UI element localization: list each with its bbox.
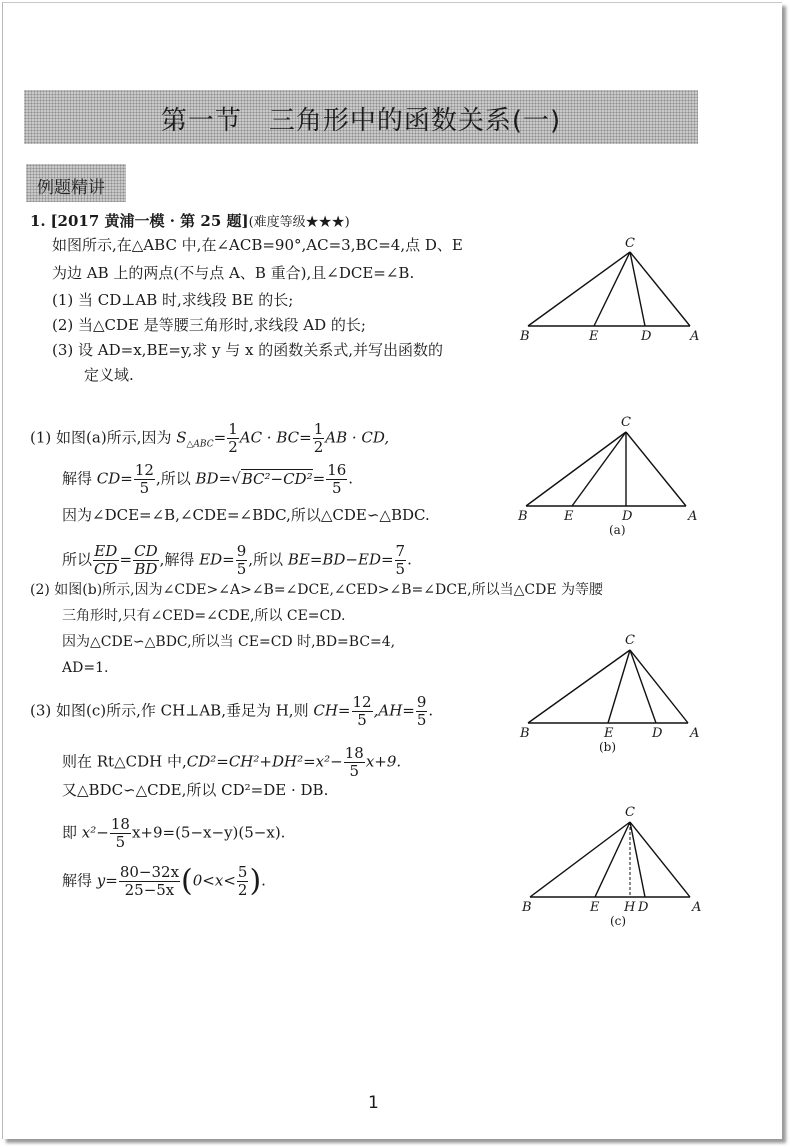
- figure-b: [510, 628, 710, 758]
- num: 9: [236, 542, 247, 560]
- solution-2-line1: [30, 580, 603, 600]
- point-label-c: C: [621, 415, 631, 430]
- segment-ca: [630, 650, 688, 723]
- num: 18: [344, 744, 364, 762]
- num: 9: [416, 693, 427, 711]
- figure-caption: (c): [610, 914, 627, 928]
- den: 5: [139, 479, 150, 497]
- figure-main: [510, 228, 710, 348]
- math-ah: ,AH=: [373, 701, 415, 720]
- figure-a: [510, 410, 710, 540]
- solution-3-line5: [62, 864, 266, 899]
- math-cd: CD=: [96, 469, 133, 488]
- fraction-coef: [110, 816, 131, 851]
- figure-c: [510, 800, 710, 935]
- point-label-d: D: [638, 900, 649, 915]
- fraction-half: [227, 421, 239, 456]
- fraction-coef: [344, 745, 365, 780]
- point-label-a: A: [688, 509, 698, 524]
- point-label-b: B: [520, 329, 530, 344]
- num: 80−32x: [119, 863, 180, 881]
- fraction-y: [119, 864, 180, 899]
- point-label-c: C: [625, 805, 635, 820]
- point-label-c: C: [625, 633, 635, 648]
- point-label-b: B: [520, 726, 530, 741]
- text: 解得: [62, 871, 93, 890]
- solution-3-line1: [30, 694, 433, 729]
- point-label-h: H: [624, 900, 636, 915]
- math-domain: 0<x<: [192, 871, 236, 890]
- text: 如图(b)所示,因为∠CDE>∠A>∠B=∠DCE,∠CED>∠B=∠DCE,所以当△CDE 为等腰: [54, 582, 603, 598]
- fraction-ah: [416, 694, 428, 729]
- den: 2: [228, 438, 238, 456]
- math-be: BE=BD−ED=: [287, 550, 394, 569]
- point-label-a: A: [690, 329, 700, 344]
- segment-cd: [630, 650, 656, 723]
- math-ab-cd: AB · CD,: [325, 428, 390, 447]
- fraction-cd-bd: [133, 543, 159, 578]
- num: 16: [327, 461, 347, 479]
- question-3-line1: (3) 设 AD=x,BE=y,求 y 与 x 的函数关系式,并写出函数的: [52, 341, 444, 359]
- num: 12: [134, 461, 154, 479]
- math-ac-bc: AC · BC=: [239, 428, 312, 447]
- question-1: (1) 当 CD⊥AB 时,求线段 BE 的长;: [52, 291, 294, 309]
- text: 如图(a)所示,因为: [56, 428, 172, 447]
- solution-3-line4: [62, 816, 285, 851]
- segment-ce: [595, 822, 630, 897]
- question-3-line2: 定义域.: [84, 366, 134, 384]
- den: 5: [115, 833, 126, 851]
- fraction-ch: [352, 694, 373, 729]
- text: ,所以: [248, 550, 284, 569]
- fraction-be: [395, 543, 407, 578]
- solution-1-label: (1): [30, 428, 52, 447]
- fraction-half: [313, 421, 325, 456]
- den: 2: [237, 881, 248, 899]
- num: 18: [110, 815, 130, 833]
- den: 5: [416, 711, 427, 729]
- problem-difficulty: (难度等级★★★): [248, 215, 350, 230]
- fraction-domain: [237, 864, 249, 899]
- math-x2: x²−: [81, 823, 109, 842]
- solution-2-line2: 三角形时,只有∠CED=∠CDE,所以 CE=CD.: [62, 608, 346, 624]
- segment-ce: [594, 252, 630, 326]
- den: 5: [331, 479, 342, 497]
- question-2: (2) 当△CDE 是等腰三角形时,求线段 AD 的长;: [52, 316, 366, 334]
- problem-source: [2017 黄浦一模 · 第 25 题]: [50, 212, 249, 230]
- text: 则在 Rt△CDH 中,: [62, 752, 187, 771]
- figure-caption: (b): [599, 740, 617, 754]
- section-banner: [24, 90, 698, 144]
- solution-1-line1: (1) 如图(a)所示,因为 $S_{\triangle ABC}=$ $\frac{1}{2}$ AC · BC= $\frac{1}{2}$ AB · CD,: [30, 420, 390, 456]
- solution-2-line3: 因为△CDE∽△BDC,所以当 CE=CD 时,BD=BC=4,: [62, 634, 396, 650]
- solution-3-line3: 又△BDC∽△CDE,所以 CD²=DE · DB.: [62, 781, 329, 799]
- solution-2-label: (2): [30, 582, 50, 598]
- segment-bc: [528, 650, 630, 723]
- fraction-bd: [326, 462, 347, 497]
- problem-header: [30, 211, 350, 233]
- segment-ce: [572, 432, 626, 506]
- solution-3-line2: [62, 745, 401, 780]
- point-label-d: D: [652, 726, 663, 741]
- num: 1: [228, 420, 238, 438]
- segment-bc: [528, 252, 630, 326]
- text: ,解得: [159, 550, 195, 569]
- segment-ce: [608, 650, 630, 723]
- point-label-e: E: [590, 900, 600, 915]
- solution-1-line3: 因为∠DCE=∠B,∠CDE=∠BDC,所以△CDE∽△BDC.: [62, 506, 430, 524]
- segment-bc: [526, 432, 626, 506]
- den: 5: [395, 560, 406, 578]
- solution-2-line4: AD=1.: [62, 660, 109, 676]
- solution-1-line4: 所以 $\frac{ED}{CD}$ = $\frac{CD}{BD}$ ,解得 ED= $\frac{9}{5}$ ,所以 BE=BD−ED= $\frac{7}{5}$ .: [62, 542, 412, 578]
- text: 即: [62, 823, 78, 842]
- text: x+9=(5−x−y)(5−x).: [131, 823, 286, 842]
- point-label-e: E: [564, 509, 574, 524]
- section-title: 第一节 三角形中的函数关系(一): [160, 106, 562, 136]
- den: 5: [349, 762, 360, 780]
- paren: ): [249, 863, 262, 899]
- num: 5: [237, 863, 248, 881]
- point-label-e: E: [589, 329, 599, 344]
- section-tag-label: 例题精讲: [37, 178, 105, 198]
- problem-stem-2: 为边 AB 上的两点(不与点 A、B 重合),且∠DCE=∠B.: [52, 264, 415, 282]
- text: 解得: [62, 469, 93, 488]
- math-s: S: [176, 428, 187, 447]
- point-label-b: B: [518, 509, 528, 524]
- math-s-sub: △ABC: [186, 439, 214, 450]
- page-number: 1: [368, 1093, 379, 1113]
- fraction-cd: [134, 462, 155, 497]
- point-label-a: A: [690, 726, 700, 741]
- segment-cd: [630, 252, 645, 326]
- fraction-ed: [236, 543, 248, 578]
- text: 如图(c)所示,作 CH⊥AB,垂足为 H,则: [56, 701, 309, 720]
- num: CD: [134, 542, 158, 560]
- den: 5: [357, 711, 367, 729]
- num: 7: [395, 542, 406, 560]
- text: ,所以: [155, 469, 191, 488]
- text: .: [428, 701, 434, 720]
- fraction-ed-cd: [93, 543, 119, 578]
- section-tag: [26, 164, 126, 202]
- num: ED: [94, 542, 118, 560]
- den: CD: [94, 560, 118, 578]
- math-ch: CH=: [313, 701, 351, 720]
- segment-ca: [626, 432, 686, 506]
- math-ed: ED=: [199, 550, 235, 569]
- num: 12: [352, 693, 372, 711]
- math-bd: BD=: [195, 469, 232, 488]
- point-label-e: E: [604, 726, 614, 741]
- problem-number: 1.: [30, 212, 46, 230]
- den: 2: [313, 438, 324, 456]
- segment-cd: [630, 822, 645, 897]
- point-label-d: D: [641, 329, 652, 344]
- math-cd2: CD²=CH²+DH²=x²−: [186, 752, 343, 771]
- point-label-c: C: [625, 236, 635, 251]
- figure-caption: (a): [609, 523, 626, 537]
- math-cd2-tail: x+9.: [365, 752, 402, 771]
- den: 5: [236, 560, 247, 578]
- den: BD: [134, 560, 158, 578]
- text: .: [348, 469, 354, 488]
- point-label-d: D: [622, 509, 633, 524]
- text: .: [261, 871, 266, 890]
- solution-3-label: (3): [30, 701, 52, 720]
- problem-stem-1: 如图所示,在△ABC 中,在∠ACB=90°,AC=3,BC=4,点 D、E: [52, 236, 463, 254]
- segment-bc: [530, 822, 630, 897]
- point-label-b: B: [522, 900, 532, 915]
- segment-ca: [630, 252, 690, 326]
- math-y: y=: [96, 871, 118, 890]
- math-sqrt: BC²−CD²: [241, 469, 313, 488]
- point-label-a: A: [692, 900, 702, 915]
- segment-ca: [630, 822, 690, 897]
- num: 1: [313, 420, 324, 438]
- text: .: [407, 550, 412, 569]
- solution-1-line2: 解得 CD= $\frac{12}{5}$ ,所以 BD=√BC²−CD²= $\frac{16}{5}$ .: [62, 461, 354, 497]
- paren: (: [181, 863, 193, 899]
- text: 所以: [62, 550, 93, 569]
- den: 25−5x: [124, 881, 175, 899]
